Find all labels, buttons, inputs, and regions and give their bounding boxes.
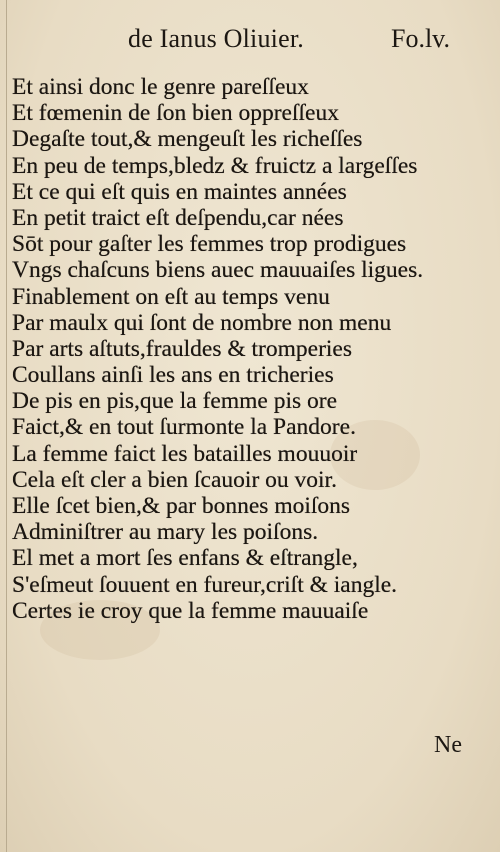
folio-number: Fo.lv.: [391, 24, 450, 53]
verse-line: El met a mort ſes enfans & eſtrangle,: [12, 545, 358, 572]
verse-line: En petit traict eſt deſpendu,car nées: [12, 204, 344, 231]
verse-line: De pis en pis,que la femme pis ore: [12, 388, 337, 415]
verse-block: [12, 74, 482, 624]
verse-line: Elle ſcet bien,& par bonnes moiſons: [12, 493, 351, 519]
page-header: [0, 24, 500, 54]
running-title: de Ianus Oliuier.: [128, 24, 304, 53]
verse-line: Cela eſt cler a bien ſcauoir ou voir.: [12, 466, 337, 493]
verse-line: La femme faict les batailles mouuoir: [12, 440, 358, 467]
verse-line: Vngs chaſcuns biens auec mauuaiſes ligues.: [12, 257, 424, 284]
verse-line: S'eſmeut ſouuent en fureur,criſt & iangle.: [12, 571, 398, 598]
verse-line: En peu de temps,bledz & fruictz a largeſſes: [12, 152, 418, 179]
verse-line: Faict,& en tout ſurmonte la Pandore.: [12, 414, 356, 441]
verse-line: Adminiſtrer au mary les poiſons.: [12, 519, 319, 546]
verse-line: Et ce qui eſt quis en maintes années: [12, 178, 347, 205]
verse-line: Finablement on eſt au temps venu: [12, 283, 330, 310]
page-edge-rule: [6, 0, 7, 852]
verse-line: Et ainsi donc le genre pareſſeux: [12, 74, 309, 100]
verse-line: Certes ie croy que la femme mauuaiſe: [12, 597, 369, 624]
verse-line: Par arts aſtuts,frauldes & tromperies: [12, 335, 353, 362]
catchword: Ne: [434, 732, 462, 758]
verse-line: Degaſte tout,& mengeuſt les richeſſes: [12, 126, 363, 153]
verse-line: Par maulx qui ſont de nombre non menu: [12, 309, 392, 336]
verse-line: Sōt pour gaſter les femmes trop prodigues: [12, 231, 407, 258]
verse-line: Coullans ainſi les ans en tricheries: [12, 362, 334, 389]
verse-line: Et fœmenin de ſon bien oppreſſeux: [12, 100, 339, 127]
